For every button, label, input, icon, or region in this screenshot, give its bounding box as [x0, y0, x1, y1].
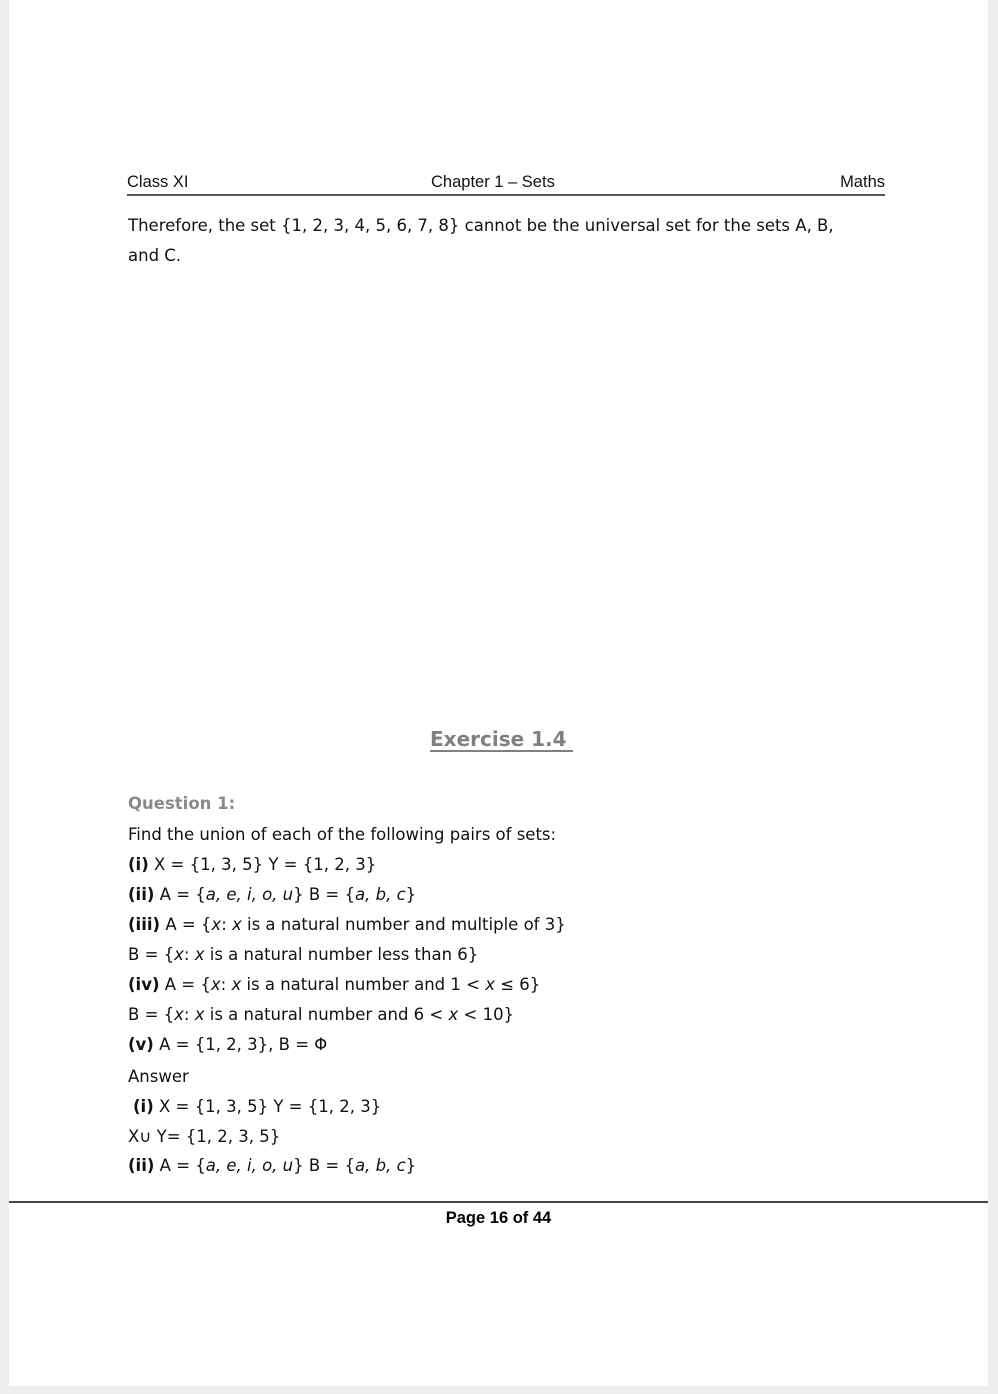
answer-label: Answer: [128, 1067, 189, 1086]
question-prompt: Find the union of each of the following pairs of sets:: [128, 825, 557, 844]
intro-line-1: Therefore, the set {1, 2, 3, 4, 5, 6, 7, 8} cannot be the universal set for the sets A, B,: [128, 216, 834, 235]
question-part-iii: (iii) A = {x: x is a natural number and multiple of 3}: [128, 915, 566, 934]
question-part-iv: (iv) A = {x: x is a natural number and 1 < x ≤ 6}: [128, 975, 541, 994]
question-part-ii: (ii) A = {a, e, i, o, u} B = {a, b, c}: [128, 885, 417, 904]
document-page: [9, 0, 988, 1386]
answer-line-i: (i) X = {1, 3, 5} Y = {1, 2, 3}: [133, 1097, 382, 1116]
question-part-iii-b: B = {x: x is a natural number less than 6}: [128, 945, 479, 964]
question-part-iv-b: B = {x: x is a natural number and 6 < x < 10}: [128, 1005, 515, 1024]
part-number: (v): [128, 1035, 154, 1054]
running-header: [127, 172, 885, 196]
header-class: Class XI: [127, 173, 189, 191]
part-number: (i): [133, 1097, 154, 1116]
part-number: (ii): [128, 885, 155, 904]
part-number: (iii): [128, 915, 161, 934]
question-part-v: (v) A = {1, 2, 3}, B = Φ: [128, 1035, 328, 1054]
answer-line-ii: (ii) A = {a, e, i, o, u} B = {a, b, c}: [128, 1156, 417, 1175]
question-label: Question 1:: [128, 794, 236, 813]
part-number: (i): [128, 855, 149, 874]
part-number: (ii): [128, 1156, 155, 1175]
page-number: Page 16 of 44: [445, 1209, 552, 1227]
exercise-heading: Exercise 1.4: [430, 728, 573, 752]
part-number: (iv): [128, 975, 160, 994]
header-subject: Maths: [840, 173, 885, 191]
intro-line-2: and C.: [128, 246, 182, 265]
question-part-i: (i) X = {1, 3, 5} Y = {1, 2, 3}: [128, 855, 377, 874]
footer-divider: [9, 1201, 988, 1203]
header-chapter: Chapter 1 – Sets: [431, 173, 555, 191]
answer-union-i: X∪ Y= {1, 2, 3, 5}: [128, 1127, 281, 1146]
